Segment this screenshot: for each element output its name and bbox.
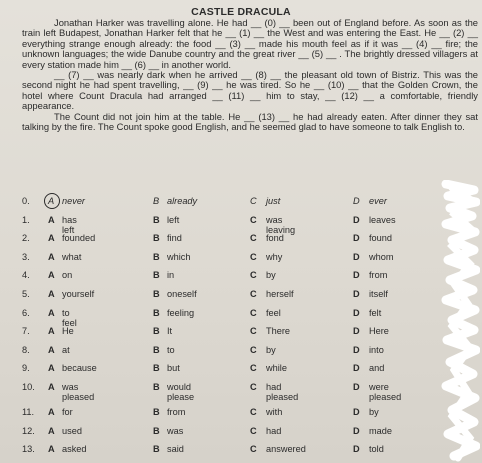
choice-letter: D: [353, 444, 360, 455]
choice-text: itself: [369, 288, 388, 299]
reading-text: [22, 18, 478, 132]
choice-text: for: [62, 406, 73, 417]
choice-text: to feel: [62, 307, 77, 328]
choice-letter: D: [353, 425, 360, 436]
choice-text: to: [167, 344, 175, 355]
choice-text: founded: [62, 233, 96, 244]
answer-circle-mark: [44, 193, 60, 209]
choice-text: why: [266, 251, 283, 262]
question-number: 3.: [22, 251, 30, 262]
option-row: [8, 322, 428, 341]
choice-letter: C: [250, 363, 257, 374]
question-number: 10.: [22, 381, 35, 392]
question-number: 6.: [22, 307, 30, 318]
choice-text: at: [62, 344, 70, 355]
question-number: 2.: [22, 233, 30, 244]
choice-text: from: [167, 406, 186, 417]
choice-letter: C: [250, 270, 257, 281]
choice-letter: B: [153, 251, 160, 262]
choice-text: by: [266, 270, 276, 281]
paragraph-1: Jonathan Harker was travelling alone. He had __ (0) __ been out of England before. As soon as the train left Budapest, Jonathan Harker felt that he __ (1) __ the West and was entering the East. He __ (2) __ everything strange enough already: the food __ (3) __ made his mouth feel as if it was __ (4) __ fire; the unknown languages; the wide Danube country and the great river __ (5) __ . The brightly dressed villagers at every station made him __ (6) __ in another world.: [22, 17, 478, 70]
paragraph-3: The Count did not join him at the table. He __ (13) __ he had already eaten. After dinner they sat talking by the fire. The Count spoke good English, and he seemed glad to have someone to talk English to.: [22, 110, 478, 133]
choice-text: on: [62, 270, 73, 281]
question-number: 12.: [22, 425, 35, 436]
choice-letter: D: [353, 307, 360, 318]
choice-text: would please: [167, 381, 195, 402]
choice-letter: D: [353, 406, 360, 417]
option-row: [8, 378, 428, 403]
option-row: [8, 440, 428, 459]
option-row: [8, 359, 428, 378]
choice-text: oneself: [167, 288, 197, 299]
choice-letter: C: [250, 406, 257, 417]
choice-letter: D: [353, 251, 360, 262]
choice-text: find: [167, 233, 182, 244]
option-row: [8, 211, 428, 235]
choice-text: with: [266, 406, 283, 417]
choice-text: left: [167, 214, 180, 225]
choice-text: by: [369, 406, 379, 417]
choice-text: has left: [62, 214, 77, 235]
choice-letter: A: [48, 233, 55, 244]
choice-letter: A: [48, 270, 55, 281]
option-row: [8, 403, 428, 422]
choice-text: but: [167, 363, 180, 374]
choice-text: ever: [369, 196, 387, 206]
option-row: [8, 192, 428, 211]
choice-letter: B: [153, 406, 160, 417]
choice-letter: B: [153, 326, 160, 337]
choice-letter: A: [48, 444, 55, 455]
choice-text: found: [369, 233, 392, 244]
choice-text: feeling: [167, 307, 195, 318]
option-row: [8, 341, 428, 360]
choice-letter: D: [353, 363, 360, 374]
choice-text: said: [167, 444, 184, 455]
choice-text: because: [62, 363, 97, 374]
choice-letter: C: [250, 214, 257, 225]
option-row: [8, 304, 428, 328]
choice-text: He: [62, 326, 74, 337]
choice-letter: C: [250, 444, 257, 455]
choice-letter: B: [153, 444, 160, 455]
choice-text: was leaving: [266, 214, 296, 235]
choice-letter: A: [48, 307, 55, 318]
choice-text: and: [369, 363, 385, 374]
question-number: 0.: [22, 196, 30, 206]
choice-letter: B: [153, 270, 160, 281]
choice-text: fond: [266, 233, 284, 244]
choice-text: It: [167, 326, 173, 337]
choice-letter: C: [250, 307, 257, 318]
question-number: 1.: [22, 214, 30, 225]
redaction-scribble: [440, 180, 480, 463]
choice-letter: B: [153, 425, 160, 436]
choice-text: There: [266, 326, 291, 337]
choice-text: leaves: [369, 214, 396, 225]
choice-letter: B: [153, 288, 160, 299]
choice-letter: D: [353, 270, 360, 281]
choice-text: had: [266, 425, 282, 436]
choice-letter: A: [48, 326, 55, 337]
choice-text: while: [266, 363, 287, 374]
choice-letter: B: [153, 196, 160, 206]
choice-text: from: [369, 270, 388, 281]
choice-letter: A: [48, 196, 55, 206]
choice-text: into: [369, 344, 384, 355]
question-number: 9.: [22, 363, 30, 374]
question-number: 7.: [22, 326, 30, 337]
choice-letter: D: [353, 233, 360, 244]
page-title: CASTLE DRACULA: [191, 6, 291, 18]
choice-text: already: [167, 196, 198, 206]
choice-letter: A: [48, 381, 55, 392]
choice-letter: D: [353, 326, 360, 337]
choice-text: used: [62, 425, 82, 436]
option-row: [8, 266, 428, 285]
choice-letter: D: [353, 381, 360, 392]
choice-letter: C: [250, 425, 257, 436]
choice-text: feel: [266, 307, 281, 318]
choice-letter: B: [153, 307, 160, 318]
paragraph-2: __ (7) __ was nearly dark when he arrived __ (8) __ the pleasant old town of Bistriz. This was the second night he had spent travelling, __ (9) __ he was tired. So he __ (10) __ that the Golden Crown, the hotel where Count Dracula had arranged __ (11) __ him to stay, __ (12) __ a comfortable, friendly appearance.: [22, 69, 478, 112]
choice-letter: A: [48, 251, 55, 262]
answer-options-table: [8, 192, 428, 459]
choice-letter: B: [153, 233, 160, 244]
choice-text: what: [62, 251, 82, 262]
option-row: [8, 422, 428, 441]
choice-letter: D: [353, 196, 360, 206]
choice-letter: B: [153, 381, 160, 392]
choice-letter: D: [353, 344, 360, 355]
option-row: [8, 248, 428, 267]
choice-letter: A: [48, 344, 55, 355]
choice-text: whom: [369, 251, 394, 262]
choice-text: yourself: [62, 288, 95, 299]
choice-text: felt: [369, 307, 382, 318]
option-row: [8, 285, 428, 304]
choice-letter: C: [250, 233, 257, 244]
choice-text: told: [369, 444, 384, 455]
option-row: [8, 229, 428, 248]
choice-letter: C: [250, 326, 257, 337]
question-number: 4.: [22, 270, 30, 281]
choice-text: answered: [266, 444, 306, 455]
choice-letter: C: [250, 251, 257, 262]
choice-letter: C: [250, 288, 257, 299]
choice-text: were pleased: [369, 381, 402, 402]
question-number: 11.: [22, 406, 35, 417]
choice-letter: A: [48, 363, 55, 374]
choice-letter: B: [153, 344, 160, 355]
question-number: 13.: [22, 444, 35, 455]
choice-text: made: [369, 425, 392, 436]
choice-letter: C: [250, 381, 257, 392]
choice-letter: A: [48, 406, 55, 417]
choice-letter: A: [48, 288, 55, 299]
choice-letter: B: [153, 214, 160, 225]
question-number: 5.: [22, 288, 30, 299]
choice-text: was: [167, 425, 184, 436]
choice-text: by: [266, 344, 276, 355]
choice-text: just: [266, 196, 281, 206]
choice-text: in: [167, 270, 175, 281]
choice-letter: B: [153, 363, 160, 374]
choice-letter: C: [250, 196, 257, 206]
choice-text: asked: [62, 444, 87, 455]
choice-text: had pleased: [266, 381, 299, 402]
choice-text: never: [62, 196, 85, 206]
choice-letter: A: [48, 214, 55, 225]
choice-text: Here: [369, 326, 389, 337]
choice-letter: D: [353, 288, 360, 299]
question-number: 8.: [22, 344, 30, 355]
choice-text: which: [167, 251, 191, 262]
choice-letter: C: [250, 344, 257, 355]
choice-text: herself: [266, 288, 294, 299]
choice-text: was pleased: [62, 381, 95, 402]
choice-letter: A: [48, 425, 55, 436]
choice-letter: D: [353, 214, 360, 225]
